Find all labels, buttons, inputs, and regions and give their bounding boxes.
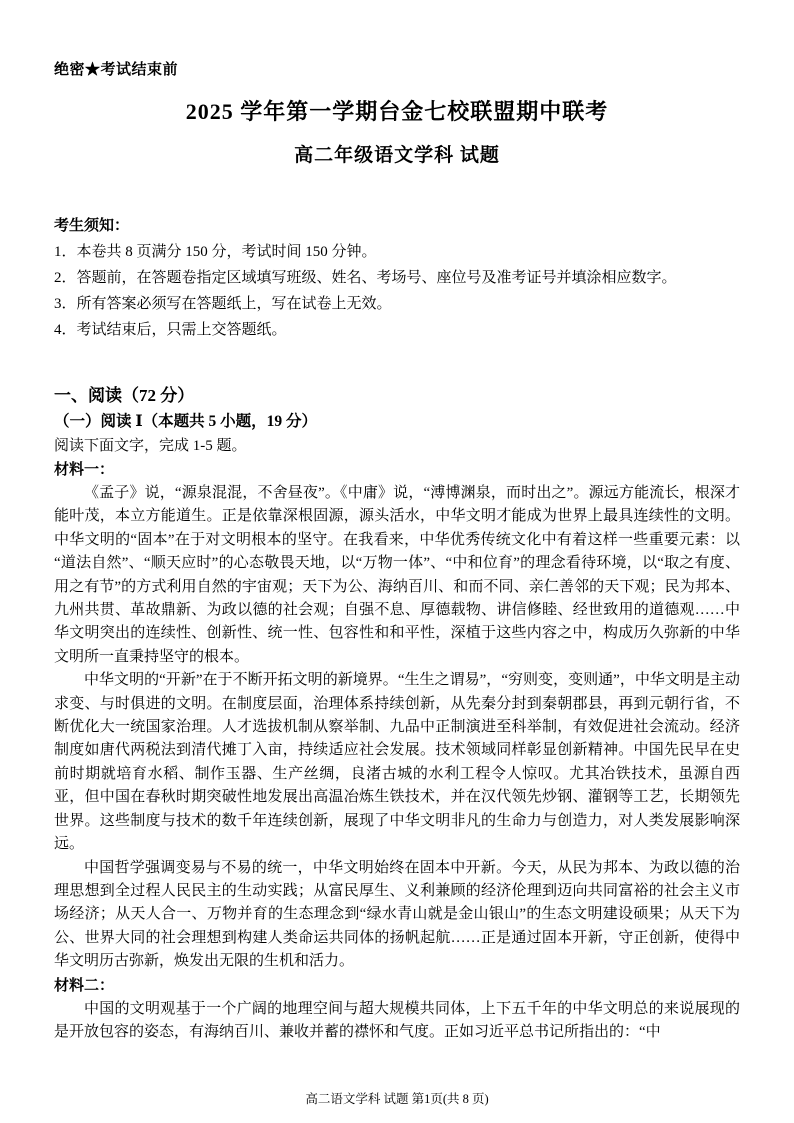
exam-subtitle: 高二年级语文学科 试题 [294, 145, 500, 166]
reading-instruction: 阅读下面文字，完成 1-5 题。 [54, 438, 247, 454]
candidate-notice [54, 213, 740, 343]
exam-title: 2025 学年第一学期台金七校联盟期中联考 [185, 99, 609, 124]
material-two-label: 材料二： [54, 977, 115, 994]
secrecy-notice: 绝密★考试结束前 [54, 62, 179, 78]
material-two-paragraph-1: 中国的文明观基于一个广阔的地理空间与超大规模共同体，上下五千年的中华文明总的来说展现的是开放包容的姿态，有海纳百川、兼收并蓄的襟怀和气度。正如习近平总书记所指出的：“中 [54, 1000, 740, 1040]
material-one-paragraph-2: 中华文明的“开新”在于不断开拓文明的新境界。“生生之谓易”，“穷则变，变则通”，中华文明是主动求变、与时俱进的文明。在制度层面，治理体系持续创新，从先秦分封到秦朝郡县，再到元朝行省，不断优化大一统国家治理。人才选拔机制从察举制、九品中正制演进至科举制，有效促进社会流动。经济制度如唐代两税法到清代摊丁入亩，持续适应社会发展。技术领域同样彰显创新精神。中国先民早在史前时期就培育水稻、制作玉器、生产丝绸，良渚古城的水利工程令人惊叹。尤其冶铁技术，虽源自西亚，但中国在春秋时期突破性地发展出高温冶炼生铁技术，并在汉代领先炒钢、灌钢等工艺，长期领先世界。这些制度与技术的数千年连续创新，展现了中华文明非凡的生命力与创造力，对人类发展影响深远。 [54, 672, 740, 853]
footer-page-number: 高二语文学科 试题 第1页(共 8 页) [305, 1092, 489, 1106]
section-heading: 一、阅读（72 分） [54, 386, 195, 405]
material-one-paragraph-1: 《孟子》说，“源泉混混，不舍昼夜”。《中庸》说，“溥博渊泉，而时出之”。源远方能流长，根深才能叶茂，本立方能道生。正是依靠深根固源，源头活水，中华文明才能成为世界上最具连续性的文明。中华文明的“固本”在于对文明根本的坚守。在我看来，中华优秀传统文化中有着这样一些重要元素：以“道法自然”、“顺天应时”的心态敬畏天地，以“万物一体”、“中和位育”的理念看待环境，以“取之有度、用之有节”的方式利用自然的宇宙观；天下为公、海纳百川、和而不同、亲仁善邻的天下观；民为邦本、九州共贯、革故鼎新、为政以德的社会观；自强不息、厚德载物、讲信修睦、经世致用的道德观……中华文明突出的连续性、创新性、统一性、包容性和和平性，深植于这些内容之中，构成历久弥新的中华文明所一直秉持坚守的根本。 [54, 485, 740, 665]
notice-item-4: 4．考试结束后，只需上交答题纸。 [54, 322, 287, 338]
subsection-heading: （一）阅读 Ⅰ（本题共 5 小题，19 分） [54, 413, 318, 430]
material-one-paragraph-3: 中国哲学强调变易与不易的统一，中华文明始终在固本中开新。今天，从民为邦本、为政以德的治理思想到全过程人民民主的生动实践；从富民厚生、义利兼顾的经济伦理到迈向共同富裕的社会主义市场经济；从天人合一、万物并育的生态理念到“绿水青山就是金山银山”的生态文明建设硕果；从天下为公、世界大同的社会理想到构建人类命运共同体的扬帆起航……正是通过固本开新，守正创新，使得中华文明历古弥新，焕发出无限的生机和活力。 [54, 859, 740, 970]
notice-heading: 考生须知： [54, 218, 130, 234]
notice-item-2: 2．答题前，在答题卷指定区域填写班级、姓名、考场号、座位号及准考证号并填涂相应数字。 [54, 270, 677, 286]
notice-item-1: 1．本卷共 8 页满分 150 分，考试时间 150 分钟。 [54, 244, 377, 260]
reading-section [54, 383, 740, 1044]
material-one-label: 材料一： [54, 462, 115, 478]
notice-item-3: 3．所有答案必须写在答题纸上，写在试卷上无效。 [54, 296, 392, 312]
